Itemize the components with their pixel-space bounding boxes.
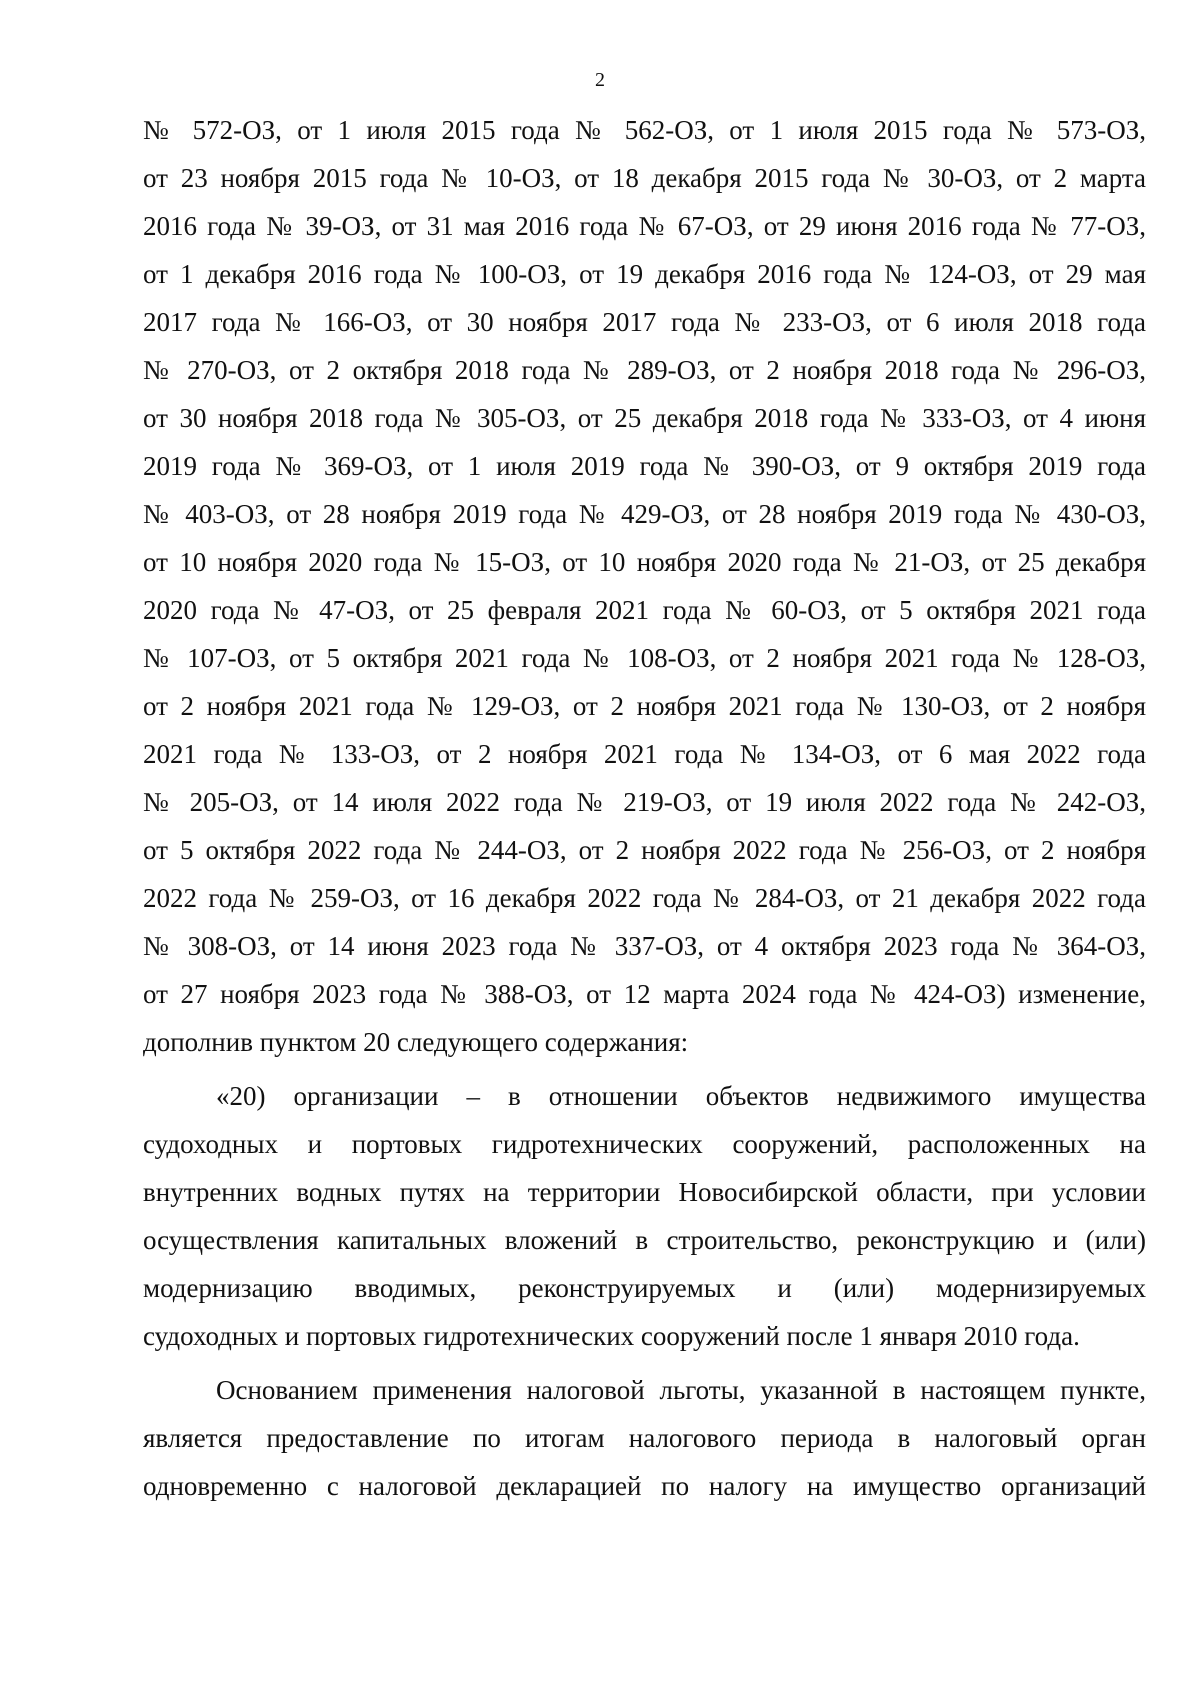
- text-line: 2019 года № 369-ОЗ, от 1 июля 2019 года № 390-ОЗ, от 9 октября 2019 года: [143, 451, 1146, 481]
- text-line: «20) организации – в отношении объектов недвижимого имущества: [216, 1081, 1146, 1111]
- text-line: осуществления капитальных вложений в строительство, реконструкцию и (или): [143, 1225, 1146, 1255]
- text-line: 2021 года № 133-ОЗ, от 2 ноября 2021 года № 134-ОЗ, от 6 мая 2022 года: [143, 739, 1146, 769]
- text-line: модернизацию вводимых, реконструируемых и (или) модернизируемых: [143, 1273, 1146, 1303]
- text-line: от 1 декабря 2016 года № 100-ОЗ, от 19 декабря 2016 года № 124-ОЗ, от 29 мая: [143, 259, 1146, 289]
- paragraph-benefit-basis: [143, 1366, 1146, 1510]
- page-number: 2: [595, 69, 605, 91]
- text-line: 2022 года № 259-ОЗ, от 16 декабря 2022 года № 284-ОЗ, от 21 декабря 2022 года: [143, 883, 1146, 913]
- text-line: внутренних водных путях на территории Новосибирской области, при условии: [143, 1177, 1146, 1207]
- document-body: [143, 106, 1146, 1510]
- paragraph-amendments-list: [143, 106, 1146, 1066]
- text-line: от 30 ноября 2018 года № 305-ОЗ, от 25 декабря 2018 года № 333-ОЗ, от 4 июня: [143, 403, 1146, 433]
- text-line: № 308-ОЗ, от 14 июня 2023 года № 337-ОЗ, от 4 октября 2023 года № 364-ОЗ,: [143, 931, 1146, 961]
- text-line: № 403-ОЗ, от 28 ноября 2019 года № 429-ОЗ, от 28 ноября 2019 года № 430-ОЗ,: [143, 499, 1146, 529]
- text-line: № 572-ОЗ, от 1 июля 2015 года № 562-ОЗ, от 1 июля 2015 года № 573-ОЗ,: [143, 115, 1146, 145]
- text-line: судоходных и портовых гидротехнических сооружений после 1 января 2010 года.: [143, 1321, 1080, 1351]
- text-line: Основанием применения налоговой льготы, указанной в настоящем пункте,: [216, 1375, 1146, 1405]
- text-line: судоходных и портовых гидротехнических сооружений, расположенных на: [143, 1129, 1146, 1159]
- text-line: от 5 октября 2022 года № 244-ОЗ, от 2 ноября 2022 года № 256-ОЗ, от 2 ноября: [143, 835, 1146, 865]
- text-line: от 2 ноября 2021 года № 129-ОЗ, от 2 ноября 2021 года № 130-ОЗ, от 2 ноября: [143, 691, 1146, 721]
- text-line: дополнив пунктом 20 следующего содержания:: [143, 1027, 689, 1057]
- text-line: от 27 ноября 2023 года № 388-ОЗ, от 12 марта 2024 года № 424-ОЗ) изменение,: [143, 979, 1146, 1009]
- text-line: от 10 ноября 2020 года № 15-ОЗ, от 10 ноября 2020 года № 21-ОЗ, от 25 декабря: [143, 547, 1146, 577]
- text-line: 2020 года № 47-ОЗ, от 25 февраля 2021 года № 60-ОЗ, от 5 октября 2021 года: [143, 595, 1146, 625]
- text-line: является предоставление по итогам налогового периода в налоговый орган: [143, 1423, 1146, 1453]
- text-line: 2017 года № 166-ОЗ, от 30 ноября 2017 года № 233-ОЗ, от 6 июля 2018 года: [143, 307, 1146, 337]
- text-line: № 270-ОЗ, от 2 октября 2018 года № 289-ОЗ, от 2 ноября 2018 года № 296-ОЗ,: [143, 355, 1146, 385]
- text-line: 2016 года № 39-ОЗ, от 31 мая 2016 года № 67-ОЗ, от 29 июня 2016 года № 77-ОЗ,: [143, 211, 1146, 241]
- text-line: № 205-ОЗ, от 14 июля 2022 года № 219-ОЗ, от 19 июля 2022 года № 242-ОЗ,: [143, 787, 1146, 817]
- paragraph-item-20: [143, 1072, 1146, 1360]
- text-line: № 107-ОЗ, от 5 октября 2021 года № 108-ОЗ, от 2 ноября 2021 года № 128-ОЗ,: [143, 643, 1146, 673]
- text-line: от 23 ноября 2015 года № 10-ОЗ, от 18 декабря 2015 года № 30-ОЗ, от 2 марта: [143, 163, 1146, 193]
- text-line: одновременно с налоговой декларацией по налогу на имущество организаций: [143, 1471, 1146, 1501]
